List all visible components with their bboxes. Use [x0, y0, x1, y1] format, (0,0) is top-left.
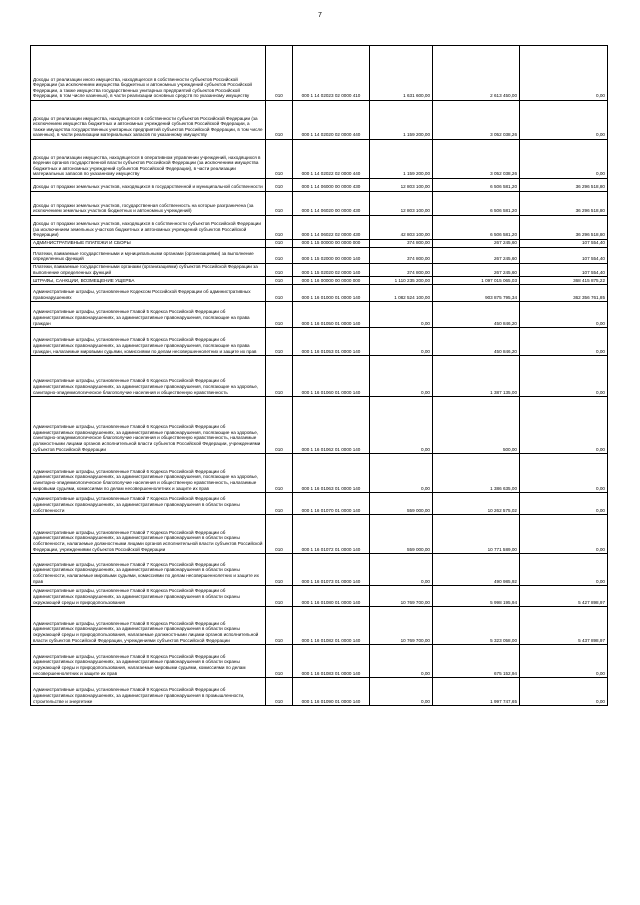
row-unexecuted-amount: 36 296 518,80 [520, 216, 608, 240]
row-approved-amount: 12 803 100,00 [370, 192, 433, 216]
row-approved-amount: 559 000,00 [370, 493, 433, 515]
table-row [31, 678, 608, 706]
row-line-code: 010 [266, 607, 293, 645]
table-row [31, 248, 608, 264]
row-budget-code: 000 1 14 02022 02 0000 440 [293, 140, 370, 179]
row-name: Административные штрафы, установленные Главой 6 Кодекса Российской Федерации об административных правонарушениях, за административные правонарушения, посягающие на здоровье, санитарно-эпидемиологическое благополучие населения и общественную нравственность, налагаемые мировыми судьями, комиссиями по делам несовершеннолетних и защите их прав [31, 454, 266, 493]
table-row [31, 356, 608, 397]
row-budget-code: 000 1 14 06020 00 0000 430 [293, 192, 370, 216]
row-executed-amount: 5 323 058,00 [433, 607, 520, 645]
row-unexecuted-amount: 107 554,40 [520, 248, 608, 264]
row-executed-amount: 450 846,20 [433, 302, 520, 328]
row-unexecuted-amount: 5 427 898,97 [520, 586, 608, 607]
table-row [31, 277, 608, 285]
budget-execution-table [30, 45, 608, 706]
row-unexecuted-amount: 0,00 [520, 554, 608, 586]
row-line-code: 010 [266, 101, 293, 140]
row-executed-amount: 3 052 038,26 [433, 140, 520, 179]
row-executed-amount: 2 613 450,00 [433, 46, 520, 101]
row-approved-amount: 10 769 700,00 [370, 607, 433, 645]
row-executed-amount: 5 998 195,94 [433, 586, 520, 607]
row-line-code: 010 [266, 46, 293, 101]
row-name: ШТРАФЫ, САНКЦИИ, ВОЗМЕЩЕНИЕ УЩЕРБА [31, 277, 266, 285]
table-row [31, 240, 608, 248]
row-name: Административные штрафы, установленные Главой 7 Кодекса Российской Федерации об административных правонарушениях, за административные правонарушения в области охраны собственности, налагаемые должностными лицами органов исполнительной власти субъектов Российской Федерации, учреждениями субъектов Российской Федерации [31, 515, 266, 554]
table-row [31, 101, 608, 140]
row-executed-amount: 6 506 581,20 [433, 192, 520, 216]
row-unexecuted-amount: 368 415 875,22 [520, 277, 608, 285]
row-approved-amount: 1 082 524 100,00 [370, 285, 433, 302]
row-executed-amount: 1 097 015 065,03 [433, 277, 520, 285]
row-unexecuted-amount: 0,00 [520, 46, 608, 101]
row-name: Административные штрафы, установленные Главой 8 Кодекса Российской Федерации об административных правонарушениях, за административные правонарушения в области охраны окружающей среды и природопользования, налагаемые должностными лицами органов исполнительной власти субъектов Российской Федерации, учреждениями субъектов Российской Федерации [31, 607, 266, 645]
row-approved-amount: 12 803 100,00 [370, 179, 433, 192]
row-line-code: 010 [266, 302, 293, 328]
row-name: Административные штрафы, установленные Главой 7 Кодекса Российской Федерации об административных правонарушениях, за административные правонарушения в области охраны собственности, налагаемые мировыми судьями, комиссиями по делам несовершеннолетних и защите их прав [31, 554, 266, 586]
row-executed-amount: 6 506 581,20 [433, 216, 520, 240]
row-budget-code: 000 1 16 01070 01 0000 140 [293, 493, 370, 515]
row-executed-amount: 3 052 038,26 [433, 101, 520, 140]
row-executed-amount: 490 985,92 [433, 554, 520, 586]
row-line-code: 010 [266, 678, 293, 706]
row-unexecuted-amount: 0,00 [520, 101, 608, 140]
row-name: Административные штрафы, установленные Главой 5 Кодекса Российской Федерации об административных правонарушениях, за административные правонарушения, посягающие на права граждан [31, 302, 266, 328]
table-row [31, 607, 608, 645]
row-executed-amount: 675 152,94 [433, 645, 520, 678]
row-unexecuted-amount: 107 554,40 [520, 240, 608, 248]
row-unexecuted-amount: 362 356 761,85 [520, 285, 608, 302]
row-name: Доходы от продажи земельных участков, государственная собственность на которые разграничена (за исключением земельных участков бюджетных и автономных учреждений) [31, 192, 266, 216]
row-approved-amount: 42 803 100,00 [370, 216, 433, 240]
row-executed-amount: 10 262 575,02 [433, 493, 520, 515]
row-budget-code: 000 1 16 01062 01 0000 140 [293, 397, 370, 454]
row-unexecuted-amount: 0,00 [520, 678, 608, 706]
row-approved-amount: 374 800,00 [370, 240, 433, 248]
row-approved-amount: 1 631 600,00 [370, 46, 433, 101]
table-row [31, 216, 608, 240]
row-budget-code: 000 1 15 02020 02 0000 140 [293, 264, 370, 277]
row-line-code: 010 [266, 356, 293, 397]
row-line-code: 010 [266, 328, 293, 356]
row-approved-amount: 1 159 200,00 [370, 101, 433, 140]
row-approved-amount: 1 110 235 200,00 [370, 277, 433, 285]
row-budget-code: 000 1 16 01080 01 0000 140 [293, 586, 370, 607]
row-approved-amount: 0,00 [370, 554, 433, 586]
row-budget-code: 000 1 14 06022 02 0000 430 [293, 216, 370, 240]
page-number: 7 [318, 12, 322, 19]
row-executed-amount: 500,00 [433, 397, 520, 454]
row-budget-code: 000 1 16 00000 00 0000 000 [293, 277, 370, 285]
row-name: Административные штрафы, установленные Главой 9 Кодекса Российской Федерации об административных правонарушениях, за административные правонарушения в промышленности, строительстве и энергетике [31, 678, 266, 706]
table-row [31, 454, 608, 493]
row-budget-code: 000 1 16 01000 01 0000 140 [293, 285, 370, 302]
table-row [31, 46, 608, 101]
row-line-code: 010 [266, 515, 293, 554]
row-approved-amount: 374 800,00 [370, 248, 433, 264]
table-row [31, 554, 608, 586]
row-budget-code: 000 1 16 01090 01 0000 140 [293, 678, 370, 706]
table-row [31, 192, 608, 216]
row-executed-amount: 267 245,60 [433, 264, 520, 277]
row-budget-code: 000 1 16 01072 01 0000 140 [293, 515, 370, 554]
row-unexecuted-amount: 0,00 [520, 397, 608, 454]
row-executed-amount: 10 771 589,00 [433, 515, 520, 554]
row-unexecuted-amount: 5 437 898,97 [520, 607, 608, 645]
row-approved-amount: 0,00 [370, 397, 433, 454]
row-executed-amount: 1 997 747,65 [433, 678, 520, 706]
row-executed-amount: 1 386 635,00 [433, 454, 520, 493]
row-unexecuted-amount: 107 554,40 [520, 264, 608, 277]
row-executed-amount: 903 875 795,34 [433, 285, 520, 302]
row-line-code: 010 [266, 264, 293, 277]
row-unexecuted-amount: 0,00 [520, 515, 608, 554]
row-name: Административные штрафы, установленные Главой 8 Кодекса Российской Федерации об административных правонарушениях, за административные правонарушения в области охраны окружающей среды и природопользования [31, 586, 266, 607]
row-approved-amount: 0,00 [370, 454, 433, 493]
row-line-code: 010 [266, 240, 293, 248]
row-approved-amount: 1 159 200,00 [370, 140, 433, 179]
row-approved-amount: 0,00 [370, 302, 433, 328]
row-unexecuted-amount: 0,00 [520, 328, 608, 356]
row-budget-code: 000 1 15 00000 00 0000 000 [293, 240, 370, 248]
row-line-code: 010 [266, 493, 293, 515]
row-approved-amount: 374 800,00 [370, 264, 433, 277]
row-unexecuted-amount: 0,00 [520, 454, 608, 493]
row-unexecuted-amount: 0,00 [520, 493, 608, 515]
row-line-code: 010 [266, 179, 293, 192]
table-row [31, 179, 608, 192]
row-name: Доходы от реализации иного имущества, находящегося в собственности субъектов Российской Федерации (за исключением имущества бюджетных и автономных учреждений субъектов Российской Федерации, а также имущества государственных унитарных предприятий субъектов Российской Федерации, в том числе казенных), в части реализации основных средств по указанному имуществу [31, 46, 266, 101]
row-executed-amount: 267 245,60 [433, 248, 520, 264]
row-budget-code: 000 1 14 02023 02 0000 410 [293, 46, 370, 101]
row-budget-code: 000 1 16 01073 01 0000 140 [293, 554, 370, 586]
row-line-code: 010 [266, 586, 293, 607]
row-name: Платежи, взимаемые государственными и муниципальными органами (организациями) за выполнение определенных функций [31, 248, 266, 264]
table-row [31, 302, 608, 328]
table-row [31, 328, 608, 356]
row-unexecuted-amount: 0,00 [520, 356, 608, 397]
row-budget-code: 000 1 16 01083 01 0000 140 [293, 645, 370, 678]
row-budget-code: 000 1 14 02020 02 0000 440 [293, 101, 370, 140]
row-name: Платежи, взимаемые государственными органами (организациями) субъектов Российской Федерации за выполнение определенных функций [31, 264, 266, 277]
table-row [31, 264, 608, 277]
row-unexecuted-amount: 0,00 [520, 302, 608, 328]
row-budget-code: 000 1 15 02000 00 0000 140 [293, 248, 370, 264]
row-executed-amount: 1 387 135,00 [433, 356, 520, 397]
table-row [31, 397, 608, 454]
row-budget-code: 000 1 16 01063 01 0000 140 [293, 454, 370, 493]
table-row [31, 285, 608, 302]
row-approved-amount: 0,00 [370, 328, 433, 356]
row-name: Доходы от реализации имущества, находящегося в оперативном управлении учреждений, находящихся в ведении органов государственной власти субъектов Российской Федерации (за исключением имущества бюджетных и автономных учреждений субъектов Российской Федерации), в части реализации материальных запасов по указанному имуществу [31, 140, 266, 179]
row-executed-amount: 267 245,60 [433, 240, 520, 248]
row-name: Доходы от реализации имущества, находящегося в собственности субъектов Российской Федерации (за исключением имущества бюджетных и автономных учреждений субъектов Российской Федерации, а также имущества государственных унитарных предприятий субъектов Российской Федерации, в том числе казенных), в части реализации материальных запасов по указанному имуществу [31, 101, 266, 140]
row-line-code: 010 [266, 397, 293, 454]
row-unexecuted-amount: 0,00 [520, 645, 608, 678]
row-line-code: 010 [266, 248, 293, 264]
row-approved-amount: 559 000,00 [370, 515, 433, 554]
row-name: Административные штрафы, установленные Главой 7 Кодекса Российской Федерации об административных правонарушениях, за административные правонарушения в области охраны собственности [31, 493, 266, 515]
row-approved-amount: 0,00 [370, 645, 433, 678]
row-line-code: 010 [266, 140, 293, 179]
table-row [31, 515, 608, 554]
row-name: Административные штрафы, установленные Главой 8 Кодекса Российской Федерации об административных правонарушениях, за административные правонарушения в области охраны окружающей среды и природопользования, налагаемые мировыми судьями, комиссиями по делам несовершеннолетних и защите их прав [31, 645, 266, 678]
row-unexecuted-amount: 36 296 518,80 [520, 192, 608, 216]
table-row [31, 645, 608, 678]
row-approved-amount: 10 769 700,00 [370, 586, 433, 607]
row-name: Доходы от продажи земельных участков, находящихся в собственности субъектов Российской Федерации (за исключением земельных участков бюджетных и автономных учреждений субъектов Российской Федерации) [31, 216, 266, 240]
table-row [31, 140, 608, 179]
table-row [31, 586, 608, 607]
row-name: Административные штрафы, установленные Главой 6 Кодекса Российской Федерации об административных правонарушениях, за административные правонарушения, посягающие на здоровье, санитарно-эпидемиологическое благополучие населения и общественную нравственность [31, 356, 266, 397]
row-executed-amount: 6 506 581,20 [433, 179, 520, 192]
row-unexecuted-amount: 0,00 [520, 140, 608, 179]
row-line-code: 010 [266, 454, 293, 493]
row-line-code: 010 [266, 192, 293, 216]
row-approved-amount: 0,00 [370, 356, 433, 397]
row-budget-code: 000 1 16 01053 01 0000 140 [293, 328, 370, 356]
row-line-code: 010 [266, 645, 293, 678]
table-row [31, 493, 608, 515]
row-budget-code: 000 1 14 06000 00 0000 430 [293, 179, 370, 192]
row-name: Административные штрафы, установленные Главой 6 Кодекса Российской Федерации об административных правонарушениях, за административные правонарушения, посягающие на здоровье, санитарно-эпидемиологическое благополучие населения и общественную нравственность, налагаемые должностными лицами органов исполнительной власти субъектов Российской Федерации, учреждениями субъектов Российской Федерации [31, 397, 266, 454]
row-line-code: 010 [266, 285, 293, 302]
row-unexecuted-amount: 36 296 518,80 [520, 179, 608, 192]
row-name: АДМИНИСТРАТИВНЫЕ ПЛАТЕЖИ И СБОРЫ [31, 240, 266, 248]
row-name: Доходы от продажи земельных участков, находящихся в государственной и муниципальной собственности [31, 179, 266, 192]
row-budget-code: 000 1 16 01082 01 0000 140 [293, 607, 370, 645]
row-budget-code: 000 1 16 01050 01 0000 140 [293, 302, 370, 328]
row-name: Административные штрафы, установленные Главой 5 Кодекса Российской Федерации об административных правонарушениях, за административные правонарушения, посягающие на права граждан, налагаемые мировыми судьями, комиссиями по делам несовершеннолетних и защите их прав [31, 328, 266, 356]
row-line-code: 010 [266, 216, 293, 240]
row-executed-amount: 450 846,20 [433, 328, 520, 356]
row-name: Административные штрафы, установленные Кодексом Российской Федерации об административных правонарушениях [31, 285, 266, 302]
row-line-code: 010 [266, 277, 293, 285]
row-budget-code: 000 1 16 01060 01 0000 140 [293, 356, 370, 397]
row-approved-amount: 0,00 [370, 678, 433, 706]
row-line-code: 010 [266, 554, 293, 586]
